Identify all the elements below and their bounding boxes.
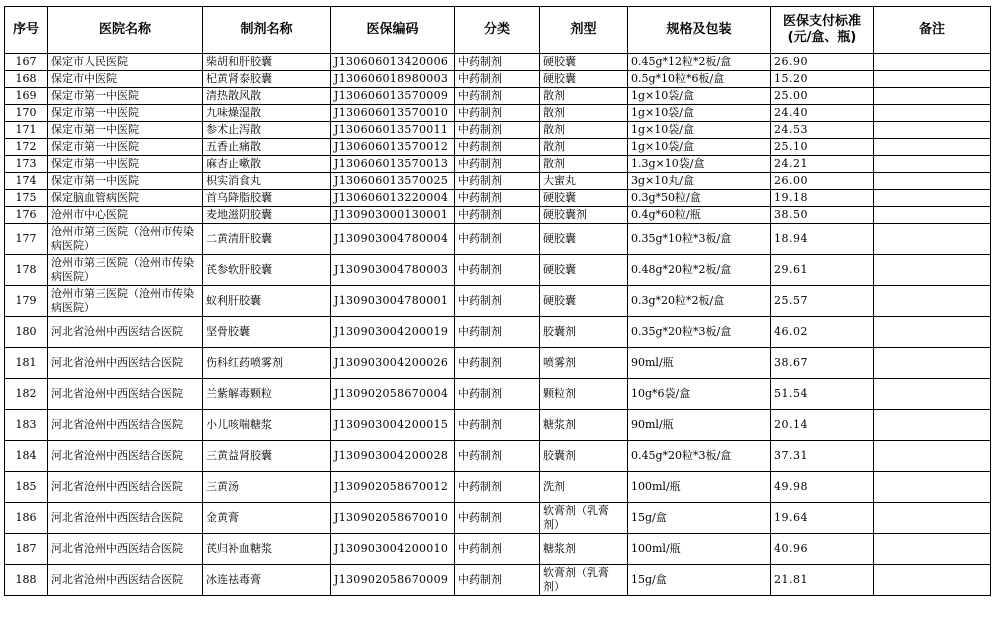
cell-price: 20.14 (771, 410, 874, 441)
header-remark: 备注 (874, 7, 991, 54)
cell-category: 中药制剂 (455, 224, 540, 255)
cell-index: 186 (5, 503, 48, 534)
cell-category: 中药制剂 (455, 348, 540, 379)
table-row (5, 173, 991, 190)
cell-hospital: 保定脑血管病医院 (48, 190, 203, 207)
header-index: 序号 (5, 7, 48, 54)
cell-code: J130903004200026 (331, 348, 455, 379)
cell-preparation: 麦地滋阴胶囊 (203, 207, 331, 224)
table-row (5, 190, 991, 207)
cell-spec: 15g/盒 (628, 565, 771, 596)
cell-dosage-form: 散剂 (540, 105, 628, 122)
cell-hospital: 保定市中医院 (48, 71, 203, 88)
cell-price: 29.61 (771, 255, 874, 286)
cell-code: J130903004200010 (331, 534, 455, 565)
cell-dosage-form: 糖浆剂 (540, 410, 628, 441)
cell-remark (874, 122, 991, 139)
cell-preparation: 清热散风散 (203, 88, 331, 105)
header-code: 医保编码 (331, 7, 455, 54)
drug-table (4, 6, 991, 596)
table-row (5, 122, 991, 139)
cell-hospital: 河北省沧州中西医结合医院 (48, 565, 203, 596)
cell-code: J130606013570010 (331, 105, 455, 122)
header-row (5, 7, 991, 54)
cell-hospital: 沧州市第三医院（沧州市传染病医院） (48, 224, 203, 255)
cell-category: 中药制剂 (455, 565, 540, 596)
cell-remark (874, 472, 991, 503)
cell-spec: 0.3g*50粒/盒 (628, 190, 771, 207)
cell-price: 24.21 (771, 156, 874, 173)
table-row (5, 534, 991, 565)
cell-hospital: 河北省沧州中西医结合医院 (48, 503, 203, 534)
cell-code: J130903004780004 (331, 224, 455, 255)
cell-index: 181 (5, 348, 48, 379)
cell-code: J130606013570012 (331, 139, 455, 156)
cell-remark (874, 317, 991, 348)
cell-code: J130903004780001 (331, 286, 455, 317)
cell-code: J130606013570013 (331, 156, 455, 173)
cell-hospital: 河北省沧州中西医结合医院 (48, 348, 203, 379)
cell-spec: 90ml/瓶 (628, 348, 771, 379)
cell-price: 19.64 (771, 503, 874, 534)
header-category: 分类 (455, 7, 540, 54)
cell-code: J130606013220004 (331, 190, 455, 207)
cell-index: 180 (5, 317, 48, 348)
cell-price: 19.18 (771, 190, 874, 207)
cell-hospital: 沧州市第三医院（沧州市传染病医院） (48, 286, 203, 317)
cell-category: 中药制剂 (455, 503, 540, 534)
cell-price: 25.00 (771, 88, 874, 105)
cell-hospital: 保定市人民医院 (48, 54, 203, 71)
cell-hospital: 河北省沧州中西医结合医院 (48, 317, 203, 348)
cell-category: 中药制剂 (455, 441, 540, 472)
cell-spec: 1g×10袋/盒 (628, 139, 771, 156)
cell-preparation: 金黄膏 (203, 503, 331, 534)
cell-dosage-form: 大蜜丸 (540, 173, 628, 190)
table-row (5, 255, 991, 286)
table-row (5, 379, 991, 410)
cell-dosage-form: 硬胶囊 (540, 255, 628, 286)
table-row (5, 156, 991, 173)
cell-category: 中药制剂 (455, 88, 540, 105)
cell-index: 187 (5, 534, 48, 565)
cell-remark (874, 441, 991, 472)
cell-hospital: 保定市第一中医院 (48, 122, 203, 139)
cell-remark (874, 173, 991, 190)
cell-price: 40.96 (771, 534, 874, 565)
cell-dosage-form: 软膏剂（乳膏剂） (540, 565, 628, 596)
cell-spec: 3g×10丸/盒 (628, 173, 771, 190)
cell-category: 中药制剂 (455, 255, 540, 286)
table-row (5, 348, 991, 379)
cell-dosage-form: 喷雾剂 (540, 348, 628, 379)
cell-dosage-form: 软膏剂（乳膏剂） (540, 503, 628, 534)
cell-price: 46.02 (771, 317, 874, 348)
cell-remark (874, 105, 991, 122)
cell-code: J130902058670004 (331, 379, 455, 410)
cell-category: 中药制剂 (455, 54, 540, 71)
cell-code: J130902058670010 (331, 503, 455, 534)
cell-hospital: 沧州市第三医院（沧州市传染病医院） (48, 255, 203, 286)
cell-dosage-form: 硬胶囊 (540, 224, 628, 255)
cell-remark (874, 156, 991, 173)
cell-code: J130606018980003 (331, 71, 455, 88)
cell-preparation: 三黄汤 (203, 472, 331, 503)
cell-code: J130903000130001 (331, 207, 455, 224)
cell-hospital: 河北省沧州中西医结合医院 (48, 410, 203, 441)
cell-hospital: 河北省沧州中西医结合医院 (48, 441, 203, 472)
cell-hospital: 河北省沧州中西医结合医院 (48, 379, 203, 410)
cell-spec: 10g*6袋/盒 (628, 379, 771, 410)
cell-price: 49.98 (771, 472, 874, 503)
table-row (5, 410, 991, 441)
cell-hospital: 保定市第一中医院 (48, 156, 203, 173)
table-row (5, 224, 991, 255)
cell-remark (874, 207, 991, 224)
cell-hospital: 保定市第一中医院 (48, 139, 203, 156)
table-row (5, 565, 991, 596)
cell-price: 25.57 (771, 286, 874, 317)
cell-code: J130606013570025 (331, 173, 455, 190)
cell-spec: 1g×10袋/盒 (628, 105, 771, 122)
cell-remark (874, 71, 991, 88)
cell-price: 24.53 (771, 122, 874, 139)
cell-spec: 90ml/瓶 (628, 410, 771, 441)
cell-dosage-form: 洗剂 (540, 472, 628, 503)
cell-code: J130903004780003 (331, 255, 455, 286)
cell-hospital: 保定市第一中医院 (48, 88, 203, 105)
header-hospital: 医院名称 (48, 7, 203, 54)
cell-preparation: 坚骨胶囊 (203, 317, 331, 348)
cell-price: 37.31 (771, 441, 874, 472)
table-row (5, 286, 991, 317)
header-preparation: 制剂名称 (203, 7, 331, 54)
cell-dosage-form: 糖浆剂 (540, 534, 628, 565)
cell-hospital: 河北省沧州中西医结合医院 (48, 472, 203, 503)
cell-category: 中药制剂 (455, 156, 540, 173)
cell-index: 183 (5, 410, 48, 441)
cell-index: 173 (5, 156, 48, 173)
cell-remark (874, 255, 991, 286)
cell-preparation: 芪参软肝胶囊 (203, 255, 331, 286)
cell-price: 51.54 (771, 379, 874, 410)
cell-code: J130606013420006 (331, 54, 455, 71)
table-row (5, 105, 991, 122)
cell-price: 25.10 (771, 139, 874, 156)
cell-category: 中药制剂 (455, 139, 540, 156)
cell-dosage-form: 散剂 (540, 122, 628, 139)
cell-remark (874, 503, 991, 534)
table-row (5, 71, 991, 88)
table-body (5, 54, 991, 596)
cell-dosage-form: 胶囊剂 (540, 317, 628, 348)
cell-index: 174 (5, 173, 48, 190)
table-row (5, 317, 991, 348)
cell-category: 中药制剂 (455, 317, 540, 348)
cell-spec: 0.5g*10粒*6板/盒 (628, 71, 771, 88)
cell-code: J130606013570009 (331, 88, 455, 105)
cell-preparation: 麻杏止嗽散 (203, 156, 331, 173)
cell-spec: 1g×10袋/盒 (628, 88, 771, 105)
cell-dosage-form: 硬胶囊 (540, 54, 628, 71)
cell-remark (874, 139, 991, 156)
cell-preparation: 枳实消食丸 (203, 173, 331, 190)
cell-hospital: 保定市第一中医院 (48, 173, 203, 190)
header-price-label: 医保支付标准 (元/盒、瓶) (782, 14, 861, 45)
cell-dosage-form: 散剂 (540, 88, 628, 105)
cell-preparation: 九味燥湿散 (203, 105, 331, 122)
table-row (5, 139, 991, 156)
table-row (5, 472, 991, 503)
cell-preparation: 柴胡和肝胶囊 (203, 54, 331, 71)
cell-index: 172 (5, 139, 48, 156)
cell-price: 26.00 (771, 173, 874, 190)
cell-remark (874, 379, 991, 410)
cell-index: 184 (5, 441, 48, 472)
table-row (5, 207, 991, 224)
cell-price: 15.20 (771, 71, 874, 88)
header-price (771, 7, 874, 54)
cell-remark (874, 348, 991, 379)
cell-spec: 100ml/瓶 (628, 534, 771, 565)
cell-preparation: 兰紫解毒颗粒 (203, 379, 331, 410)
cell-dosage-form: 硬胶囊 (540, 190, 628, 207)
cell-index: 178 (5, 255, 48, 286)
cell-price: 24.40 (771, 105, 874, 122)
cell-index: 169 (5, 88, 48, 105)
cell-preparation: 二黄清肝胶囊 (203, 224, 331, 255)
cell-spec: 15g/盒 (628, 503, 771, 534)
table-row (5, 54, 991, 71)
cell-category: 中药制剂 (455, 190, 540, 207)
cell-preparation: 五香止痛散 (203, 139, 331, 156)
cell-index: 167 (5, 54, 48, 71)
cell-index: 168 (5, 71, 48, 88)
cell-spec: 0.45g*12粒*2板/盒 (628, 54, 771, 71)
cell-dosage-form: 散剂 (540, 156, 628, 173)
cell-spec: 0.45g*20粒*3板/盒 (628, 441, 771, 472)
cell-index: 188 (5, 565, 48, 596)
cell-price: 38.50 (771, 207, 874, 224)
cell-preparation: 首乌降脂胶囊 (203, 190, 331, 207)
cell-hospital: 保定市第一中医院 (48, 105, 203, 122)
cell-index: 176 (5, 207, 48, 224)
cell-spec: 1.3g×10袋/盒 (628, 156, 771, 173)
cell-category: 中药制剂 (455, 71, 540, 88)
cell-category: 中药制剂 (455, 410, 540, 441)
cell-spec: 0.4g*60粒/瓶 (628, 207, 771, 224)
cell-remark (874, 534, 991, 565)
cell-price: 18.94 (771, 224, 874, 255)
cell-category: 中药制剂 (455, 207, 540, 224)
cell-category: 中药制剂 (455, 286, 540, 317)
cell-index: 170 (5, 105, 48, 122)
cell-dosage-form: 硬胶囊 (540, 286, 628, 317)
cell-index: 182 (5, 379, 48, 410)
cell-preparation: 伤科红药喷雾剂 (203, 348, 331, 379)
cell-code: J130902058670012 (331, 472, 455, 503)
cell-code: J130903004200015 (331, 410, 455, 441)
cell-dosage-form: 硬胶囊 (540, 71, 628, 88)
cell-remark (874, 190, 991, 207)
cell-spec: 0.35g*20粒*3板/盒 (628, 317, 771, 348)
table-row (5, 88, 991, 105)
cell-dosage-form: 颗粒剂 (540, 379, 628, 410)
cell-category: 中药制剂 (455, 105, 540, 122)
cell-spec: 0.3g*20粒*2板/盒 (628, 286, 771, 317)
cell-dosage-form: 散剂 (540, 139, 628, 156)
cell-spec: 100ml/瓶 (628, 472, 771, 503)
cell-dosage-form: 硬胶囊剂 (540, 207, 628, 224)
cell-index: 185 (5, 472, 48, 503)
cell-price: 21.81 (771, 565, 874, 596)
table-row (5, 503, 991, 534)
cell-index: 179 (5, 286, 48, 317)
cell-preparation: 杞黄肾泰胶囊 (203, 71, 331, 88)
cell-spec: 0.35g*10粒*3板/盒 (628, 224, 771, 255)
cell-dosage-form: 胶囊剂 (540, 441, 628, 472)
cell-category: 中药制剂 (455, 173, 540, 190)
cell-index: 171 (5, 122, 48, 139)
cell-remark (874, 224, 991, 255)
cell-hospital: 河北省沧州中西医结合医院 (48, 534, 203, 565)
cell-remark (874, 410, 991, 441)
cell-code: J130902058670009 (331, 565, 455, 596)
table-row (5, 441, 991, 472)
cell-category: 中药制剂 (455, 122, 540, 139)
cell-category: 中药制剂 (455, 472, 540, 503)
cell-remark (874, 565, 991, 596)
cell-hospital: 沧州市中心医院 (48, 207, 203, 224)
cell-code: J130606013570011 (331, 122, 455, 139)
cell-index: 177 (5, 224, 48, 255)
cell-remark (874, 88, 991, 105)
cell-remark (874, 54, 991, 71)
cell-preparation: 小儿咳喘糖浆 (203, 410, 331, 441)
cell-preparation: 参术止泻散 (203, 122, 331, 139)
cell-preparation: 蚁利肝胶囊 (203, 286, 331, 317)
cell-preparation: 芪归补血糖浆 (203, 534, 331, 565)
cell-preparation: 冰连祛毒膏 (203, 565, 331, 596)
cell-spec: 0.48g*20粒*2板/盒 (628, 255, 771, 286)
cell-code: J130903004200028 (331, 441, 455, 472)
cell-price: 26.90 (771, 54, 874, 71)
cell-remark (874, 286, 991, 317)
header-dosage-form: 剂型 (540, 7, 628, 54)
cell-category: 中药制剂 (455, 379, 540, 410)
cell-index: 175 (5, 190, 48, 207)
header-spec: 规格及包装 (628, 7, 771, 54)
cell-category: 中药制剂 (455, 534, 540, 565)
cell-spec: 1g×10袋/盒 (628, 122, 771, 139)
cell-preparation: 三黄益肾胶囊 (203, 441, 331, 472)
cell-price: 38.67 (771, 348, 874, 379)
cell-code: J130903004200019 (331, 317, 455, 348)
